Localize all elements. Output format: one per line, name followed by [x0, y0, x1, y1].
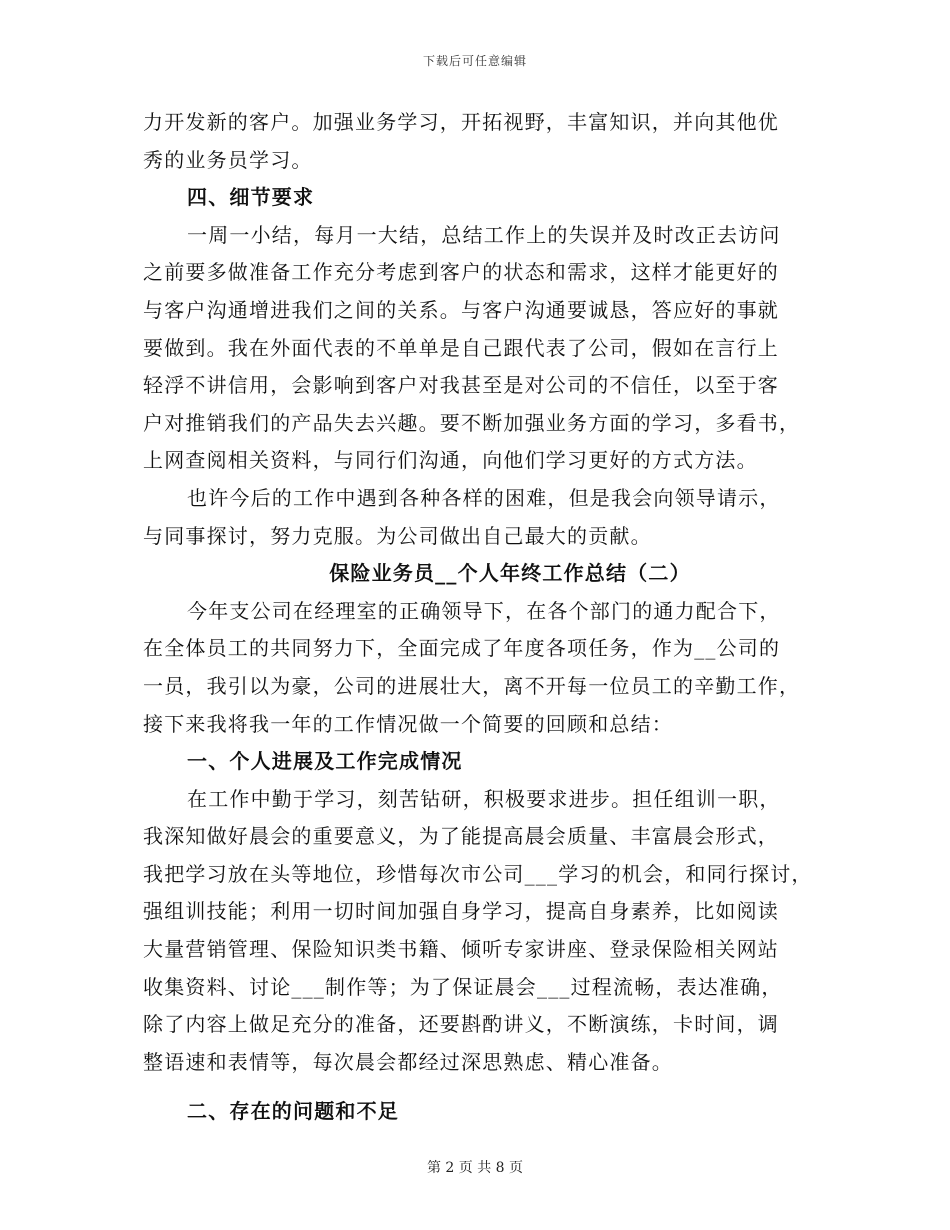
paragraph-line: 大量营销管理、保险知识类书籍、倾听专家讲座、登录保险相关网站 — [143, 937, 779, 962]
blank-spacer — [143, 1081, 833, 1093]
paragraph-line: 除了内容上做足充分的准备，还要斟酌讲义，不断演练，卡时间，调 — [143, 1012, 779, 1037]
paragraph-line: 与客户沟通增进我们之间的关系。与客户沟通要诚恳，答应好的事就 — [143, 297, 779, 322]
page-header: 下载后可任意编辑 — [422, 54, 527, 68]
paragraph-first-line: 一周一小结，每月一大结，总结工作上的失误并及时改正去访问 — [187, 222, 781, 247]
paragraph-line: 接下来我将我一年的工作情况做一个简要的回顾和总结： — [143, 711, 673, 736]
paragraph-line: 在全体员工的共同努力下，全面完成了年度各项任务，作为__公司的 — [143, 636, 781, 661]
paragraph-first-line: 在工作中勤于学习，刻苦钻研，积极要求进步。担任组训一职， — [187, 786, 781, 811]
paragraph-line: 要做到。我在外面代表的不单单是自己跟代表了公司，假如在言行上 — [143, 335, 779, 360]
paragraph-line: 之前要多做准备工作充分考虑到客户的状态和需求，这样才能更好的 — [143, 260, 779, 285]
document-title: 保险业务员__个人年终工作总结（二） — [329, 561, 691, 586]
paragraph-line: 与同事探讨，努力克服。为公司做出自己最大的贡献。 — [143, 523, 652, 548]
paragraph-line: 整语速和表情等，每次晨会都经过深思熟虑、精心准备。 — [143, 1049, 673, 1074]
paragraph-line: 上网查阅相关资料，与同行们沟通，向他们学习更好的方式方法。 — [143, 448, 758, 473]
paragraph-line: 户对推销我们的产品失去兴趣。要不断加强业务方面的学习，多看书， — [143, 410, 801, 435]
document-body — [143, 104, 833, 1131]
section-heading: 四、细节要求 — [187, 185, 315, 210]
paragraph-line: 秀的业务员学习。 — [143, 147, 313, 172]
paragraph-first-line: 也许今后的工作中遇到各种各样的困难，但是我会向领导请示， — [187, 485, 781, 510]
paragraph-line: 轻浮不讲信用，会影响到客户对我甚至是对公司的不信任，以至于客 — [143, 373, 779, 398]
paragraph-line: 我深知做好晨会的重要意义，为了能提高晨会质量、丰富晨会形式， — [143, 824, 779, 849]
section-heading: 一、个人进展及工作完成情况 — [187, 749, 463, 774]
paragraph-first-line: 今年支公司在经理室的正确领导下，在各个部门的通力配合下， — [187, 598, 781, 623]
page-footer: 第 2 页 共 8 页 — [426, 1160, 524, 1176]
paragraph-line: 收集资料、讨论___制作等；为了保证晨会___过程流畅，表达准确， — [143, 974, 783, 999]
paragraph-line: 强组训技能；利用一切时间加强自身学习，提高自身素养，比如阅读 — [143, 899, 779, 924]
section-heading: 二、存在的问题和不足 — [187, 1099, 399, 1124]
paragraph-line: 力开发新的客户。加强业务学习，开拓视野，丰富知识，并向其他优 — [143, 110, 779, 134]
paragraph-line: 我把学习放在头等地位，珍惜每次市公司___学习的机会，和同行探讨， — [143, 861, 813, 886]
paragraph-line: 一员，我引以为豪，公司的进展壮大，离不开每一位员工的辛勤工作， — [143, 673, 801, 698]
